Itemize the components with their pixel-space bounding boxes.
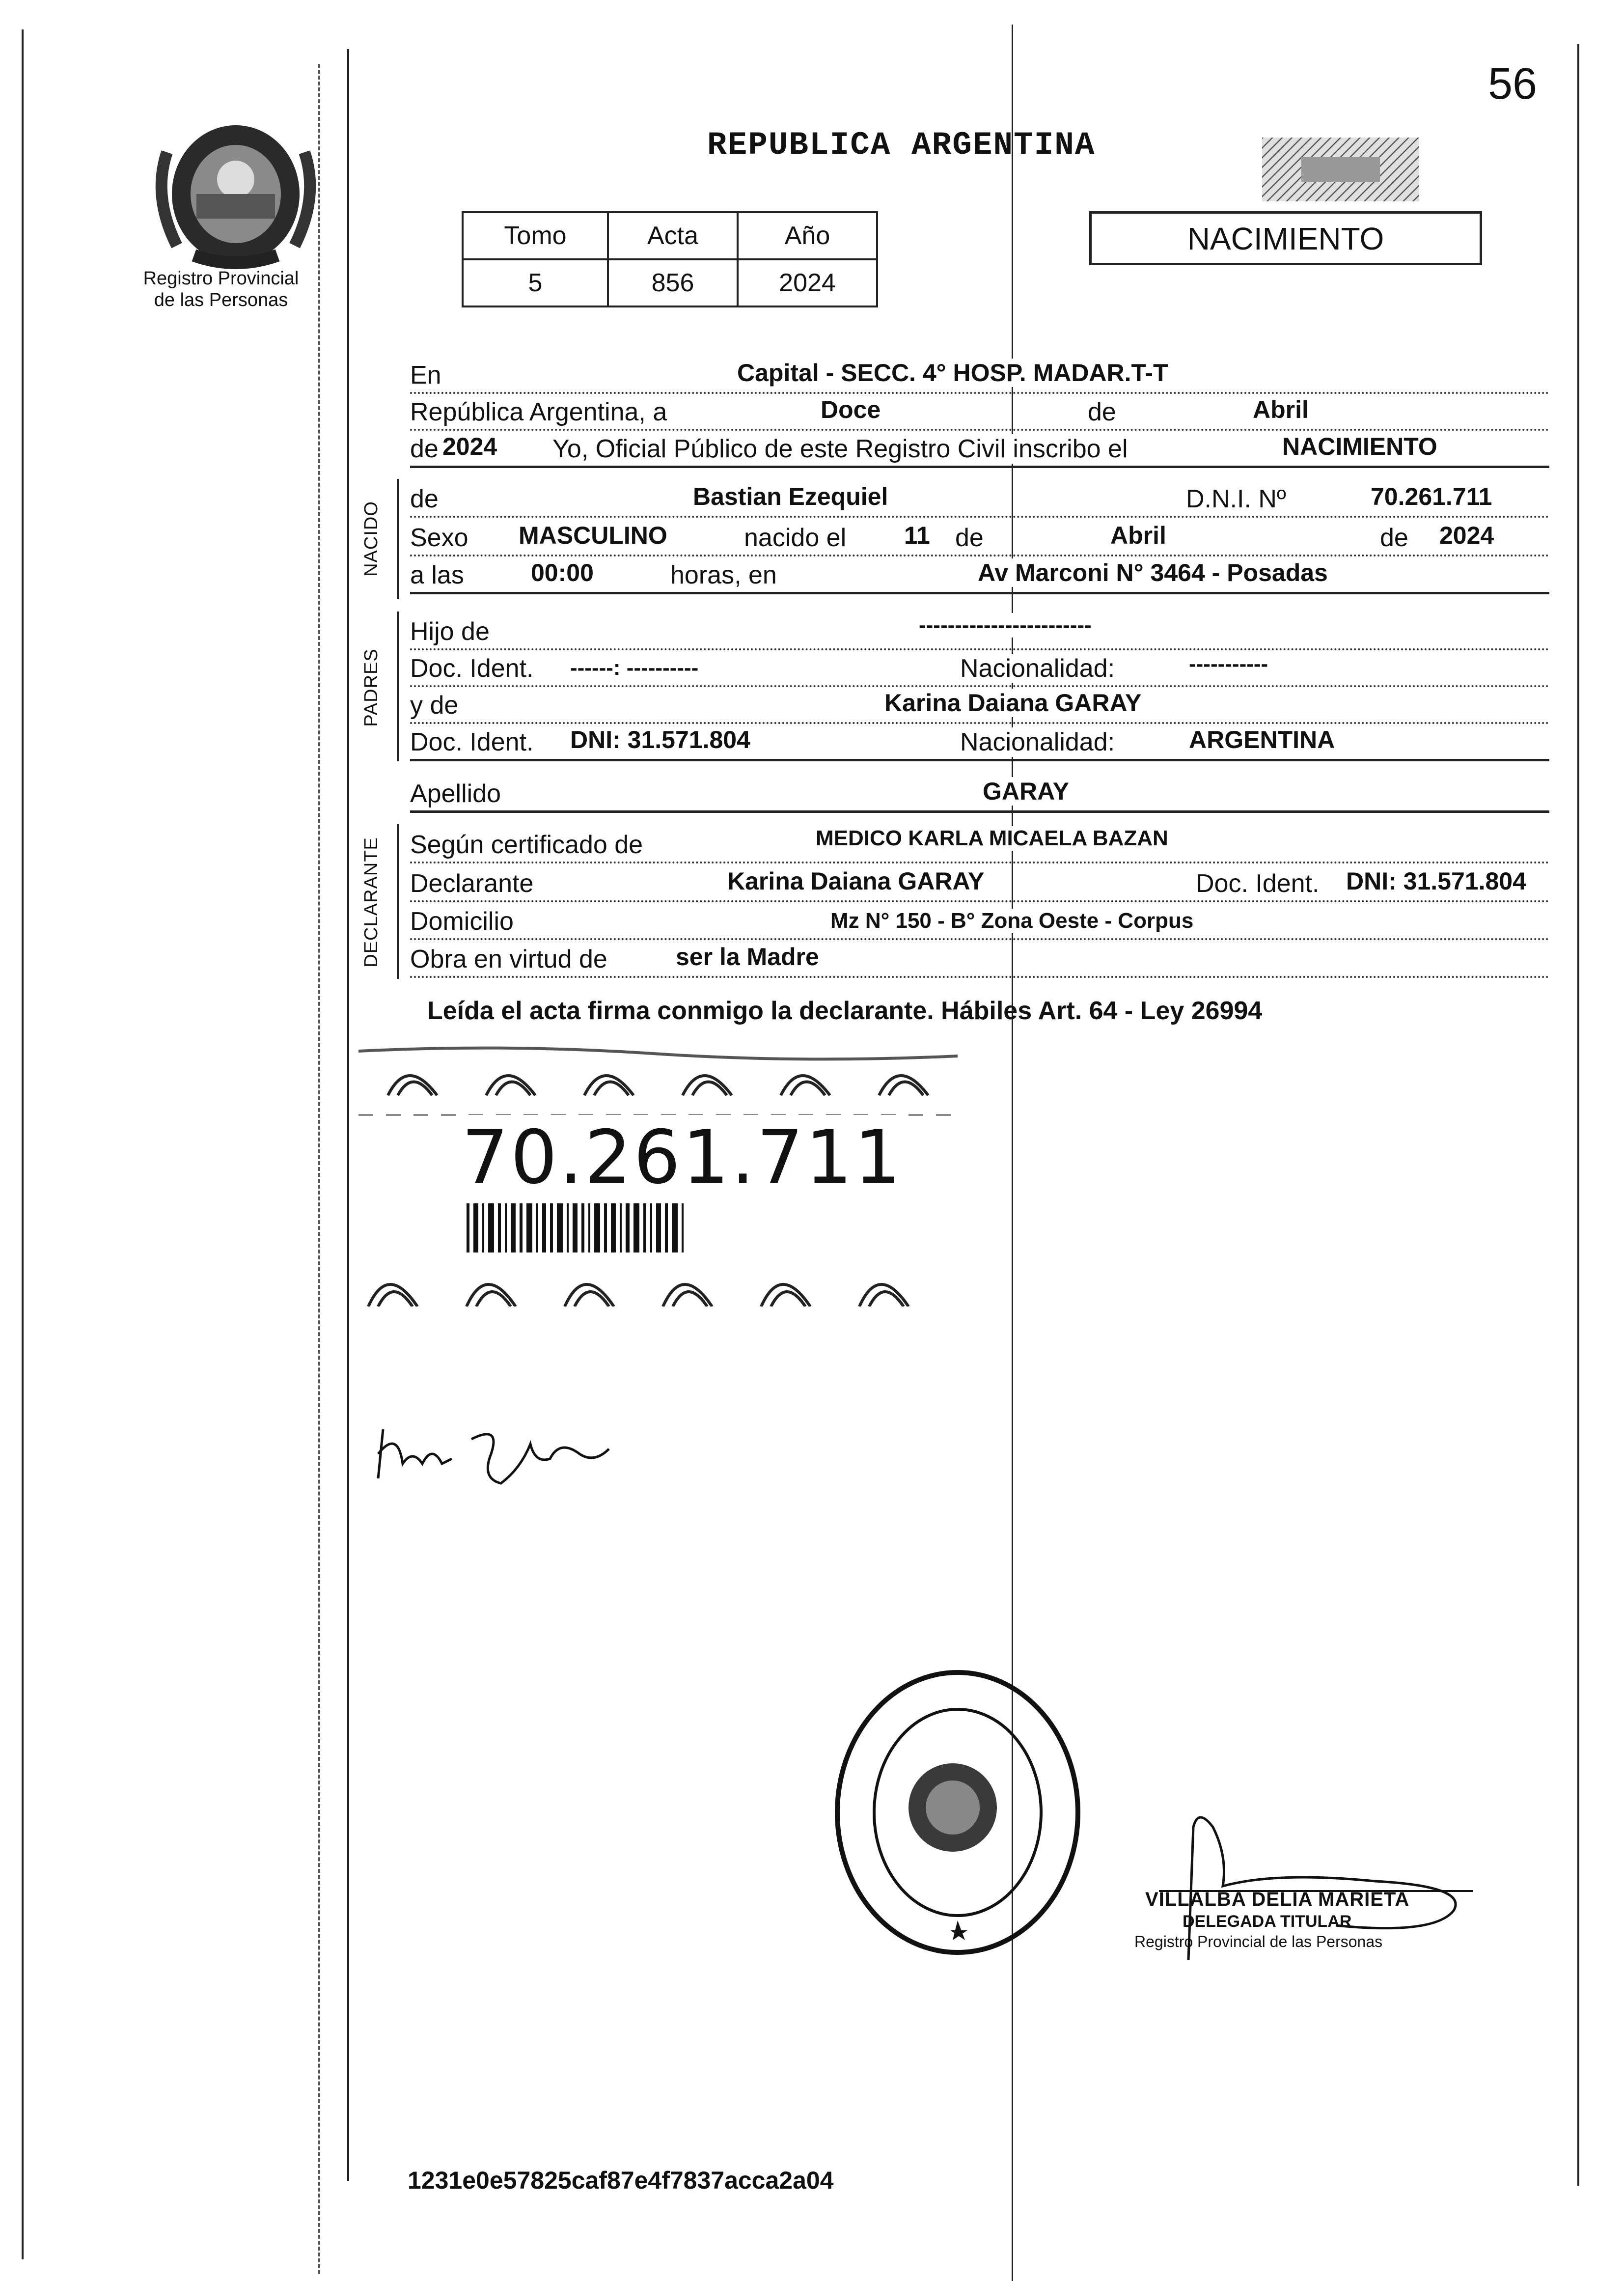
certificate-row [410, 826, 1549, 863]
declarante-bracket [397, 824, 399, 979]
father-nationality-value: ----------- [1186, 652, 1271, 676]
mother-doc-value: DNI: 31.571.804 [567, 725, 753, 754]
child-name-row [410, 480, 1549, 518]
place-row [410, 357, 1549, 394]
birth-day-value: 11 [901, 521, 933, 550]
father-row [410, 613, 1549, 650]
certificate-value: MEDICO KARLA MICAELA BAZAN [813, 826, 1171, 851]
father-value: ------------------------ [916, 613, 1095, 638]
registry-label [118, 268, 324, 311]
day-value: Doce [818, 395, 883, 424]
mother-value: Karina Daiana GARAY [881, 689, 1144, 717]
record-table-value-row [463, 259, 877, 306]
content-right-rule [1577, 44, 1579, 2186]
record-header-anio: Año [738, 212, 877, 259]
father-nationality-label: Nacionalidad: [960, 654, 1118, 683]
father-doc-value: ------: ---------- [567, 656, 701, 680]
de2-label: de [410, 434, 441, 464]
record-value-acta: 856 [608, 259, 738, 306]
official-registry: Registro Provincial de las Personas [1134, 1933, 1383, 1950]
padres-section-label: PADRES [361, 648, 382, 727]
y-de-label: y de [410, 691, 461, 720]
child-name-value: Bastian Ezequiel [690, 482, 891, 511]
registry-label-line2: de las Personas [154, 290, 288, 310]
declarante-row [410, 865, 1549, 902]
domicilio-row [410, 903, 1549, 940]
horas-en-label: horas, en [670, 560, 780, 590]
surname-row [410, 775, 1549, 813]
date-row [410, 393, 1549, 431]
page-number: 56 [1488, 59, 1538, 109]
declarante-doc-label: Doc. Ident. [1196, 869, 1322, 898]
birth-de2-label: de [1380, 523, 1411, 553]
mother-doc-label: Doc. Ident. [410, 727, 536, 757]
content-left-rule [347, 49, 349, 2181]
registry-label-line1: Registro Provincial [143, 268, 299, 289]
hour-value: 00:00 [528, 558, 597, 587]
official-title: DELEGADA TITULAR [1183, 1912, 1352, 1931]
birth-place-value: Av Marconi N° 3464 - Posadas [975, 558, 1331, 587]
obra-label: Obra en virtud de [410, 945, 610, 974]
hijo-de-label: Hijo de [410, 617, 493, 646]
record-header-tomo: Tomo [463, 212, 608, 259]
mother-row [410, 687, 1549, 724]
nacido-bracket [397, 479, 399, 599]
month-value: Abril [1250, 395, 1312, 424]
record-table [462, 211, 878, 307]
record-header-acta: Acta [608, 212, 738, 259]
padres-bracket [397, 612, 399, 761]
place-value: Capital - SECC. 4° HOSP. MADAR.T-T [734, 359, 1171, 387]
official-name: VILLALBA DELIA MARIETA [1145, 1889, 1410, 1910]
domicilio-label: Domicilio [410, 907, 517, 936]
mother-nationality-value: ARGENTINA [1186, 725, 1338, 754]
republic-label: República Argentina, a [410, 397, 670, 427]
closing-statement: Leída el acta firma conmigo la declarante. Hábiles Art. 64 - Ley 26994 [427, 997, 1263, 1025]
declarante-value: Karina Daiana GARAY [724, 867, 987, 895]
en-label: En [410, 361, 444, 390]
document-type-box: NACIMIENTO [1089, 211, 1482, 265]
province-seal [147, 113, 324, 270]
declarante-label: Declarante [410, 869, 536, 898]
segun-label: Según certificado de [410, 830, 646, 860]
child-dni-value: 70.261.711 [1368, 482, 1495, 511]
dni-label: D.N.I. Nº [1186, 484, 1289, 514]
sex-birth-row [410, 519, 1549, 556]
domicilio-value: Mz N° 150 - B° Zona Oeste - Corpus [827, 909, 1196, 933]
father-doc-label: Doc. Ident. [410, 654, 536, 683]
father-doc-row [410, 650, 1549, 687]
de-child-label: de [410, 484, 441, 514]
dni-sticker-number: 70.261.711 [457, 1115, 908, 1200]
nacido-section-label: NACIDO [361, 501, 382, 577]
mother-nationality-label: Nacionalidad: [960, 727, 1118, 757]
mother-doc-row [410, 723, 1549, 761]
officer-row [410, 430, 1549, 468]
left-margin-line [22, 29, 24, 2259]
obra-row [410, 941, 1549, 978]
year-value: 2024 [440, 432, 500, 461]
security-hologram [1257, 133, 1424, 206]
a-las-label: a las [410, 560, 467, 590]
surname-value: GARAY [980, 777, 1072, 806]
birth-month-value: Abril [1107, 521, 1169, 550]
declarante-section-label: DECLARANTE [361, 837, 382, 968]
officer-text: Yo, Oficial Público de este Registro Civil inscribo el [552, 434, 1131, 464]
document-hash: 1231e0e57825caf87e4f7837acca2a04 [408, 2167, 834, 2194]
sexo-label: Sexo [410, 523, 471, 553]
de-label: de [1088, 397, 1119, 427]
birth-year-value: 2024 [1436, 521, 1497, 550]
birth-de-label: de [955, 523, 987, 553]
page-title: REPUBLICA ARGENTINA [707, 127, 1096, 164]
official-stamp [830, 1665, 1085, 1960]
event-value: NACIMIENTO [1279, 432, 1440, 461]
declarant-signature [373, 1410, 629, 1498]
birth-time-row [410, 556, 1549, 594]
declarante-doc-value: DNI: 31.571.804 [1343, 867, 1529, 895]
record-value-anio: 2024 [738, 259, 877, 306]
nacido-el-label: nacido el [744, 523, 849, 553]
record-value-tomo: 5 [463, 259, 608, 306]
sexo-value: MASCULINO [516, 521, 670, 550]
binding-dashes [318, 64, 320, 2274]
record-table-header-row [463, 212, 877, 259]
obra-value: ser la Madre [673, 943, 822, 971]
apellido-label: Apellido [410, 779, 504, 808]
